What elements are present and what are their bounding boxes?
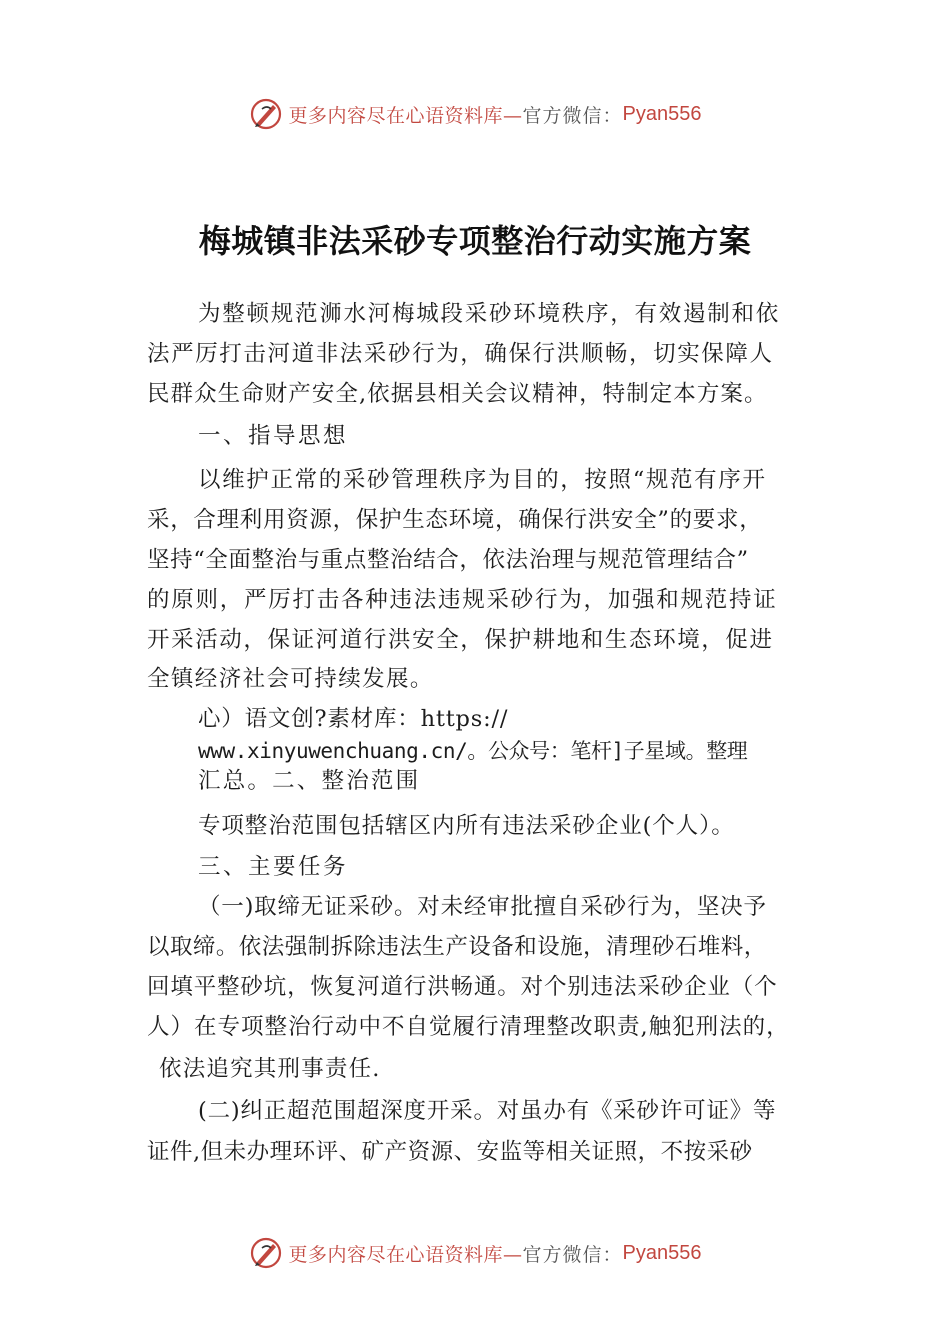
banner-text: 更多内容尽在心语资料库— (288, 1243, 523, 1266)
body-line: 专项整治范围包括辖区内所有违法采砂企业(个人）。 (198, 813, 735, 839)
body-line: 全镇经济社会可持续发展。 (147, 666, 434, 692)
body-line: 法严厉打击河道非法采砂行为，确保行洪顺畅，切实保障人 (147, 341, 774, 367)
body-line: 为整顿规范浉水河梅城段采砂环境秩序，有效遏制和依 (198, 301, 781, 327)
pen-logo-icon (249, 1236, 283, 1270)
body-line: 以取缔。依法强制拆除违法生产设备和设施，清理砂石堆料， (147, 934, 767, 960)
document-title: 梅城镇非法采砂专项整治行动实施方案 (198, 222, 752, 260)
section-heading: 一、指导思想 (198, 423, 349, 449)
body-line: 依法追究其刑事责任. (159, 1056, 381, 1082)
body-line: 以维护正常的采砂管理秩序为目的，按照“规范有序开 (198, 467, 767, 493)
section-heading: 三、主要任务 (198, 854, 349, 880)
body-line: 证件,但未办理环评、矿产资源、安监等相关证照，不按采砂 (147, 1139, 753, 1165)
body-line: (二)纠正超范围超深度开采。对虽办有《采砂许可证》等 (198, 1098, 777, 1124)
body-line: 坚持“全面整治与重点整治结合，依法治理与规范管理结合” (147, 547, 749, 573)
body-line: 回填平整砂坑，恢复河道行洪畅通。对个别违法采砂企业（个 (147, 974, 778, 1000)
body-line: 采，合理利用资源，保护生态环境，确保行洪安全”的要求， (147, 507, 763, 533)
banner-wechat-id: Pyan556 (622, 1241, 702, 1264)
footer-watermark-banner (0, 1233, 950, 1273)
banner-wechat-label: 官方微信： (522, 104, 623, 127)
body-line: www.xinyuwenchuang.cn/。公众号：笔杆]子星域。整理 (198, 739, 748, 763)
body-line: （一)取缔无证采砂。对未经审批擅自采砂行为，坚决予 (198, 894, 767, 920)
body-line: 人）在专项整治行动中不自觉履行清理整改职责,触犯刑法的， (147, 1014, 790, 1040)
pen-logo-icon (249, 97, 283, 131)
body-line: 心）语文创?素材库：https:// (198, 706, 509, 732)
header-watermark-banner (0, 94, 950, 134)
body-line: 的原则，严厉打击各种违法违规采砂行为，加强和规范持证 (147, 587, 778, 613)
banner-wechat-label: 官方微信： (522, 1243, 623, 1266)
banner-wechat-id: Pyan556 (622, 102, 702, 125)
body-line: 开采活动，保证河道行洪安全，保护耕地和生态环境，促进 (147, 627, 774, 653)
section-heading: 汇总。二、整治范围 (198, 768, 421, 794)
banner-text: 更多内容尽在心语资料库— (288, 104, 523, 127)
body-line: 民群众生命财产安全,依据县相关会议精神，特制定本方案。 (147, 381, 768, 407)
